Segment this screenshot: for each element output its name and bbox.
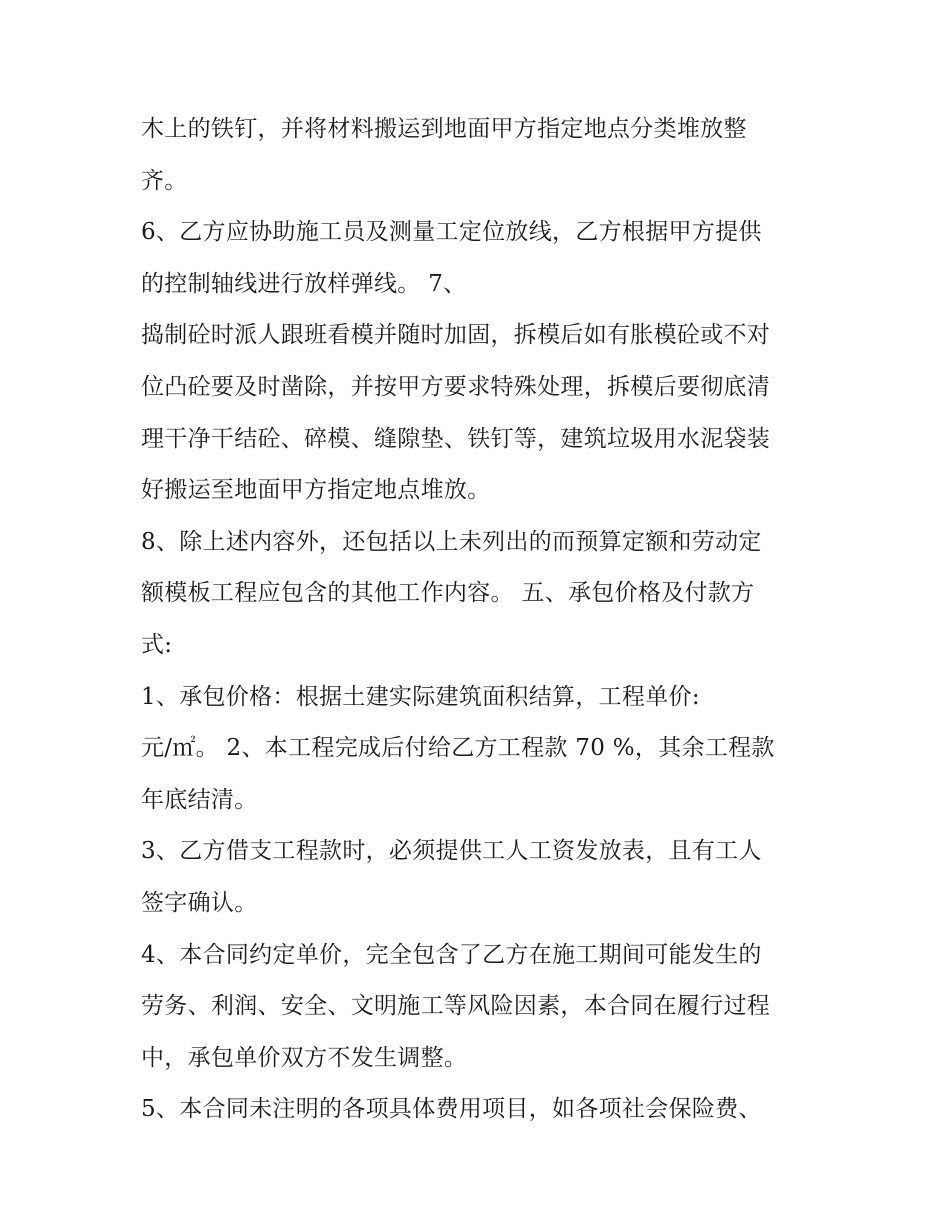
text-line-9: 8、除上述内容外，还包括以上未列出的而预算定额和劳动定 [141,528,762,555]
text-line-14: 年底结清。 [141,786,258,813]
text-line-10: 额模板工程应包含的其他工作内容。 五、承包价格及付款方 [141,580,755,607]
text-line-18: 劳务、利润、安全、文明施工等风险因素，本合同在履行过程 [141,993,771,1020]
text-line-4: 的控制轴线进行放样弹线。 7、 [141,270,467,297]
text-line-1: 木上的铁钉，并将材料搬运到地面甲方指定地点分类堆放整 [141,116,747,142]
text-line-20: 5、本合同未注明的各项具体费用项目，如各项社会保险费、 [141,1096,762,1123]
text-line-19: 中，承包单价双方不发生调整。 [141,1044,468,1071]
text-line-7: 理干净干结砼、碎模、缝隙垫、铁钉等，建筑垃圾用水泥袋装 [141,425,771,452]
text-line-15: 3、乙方借支工程款时，必须提供工人工资发放表，且有工人 [141,838,762,865]
text-line-12: 1、承包价格：根据土建实际建筑面积结算，工程单价: [141,683,700,710]
text-line-11: 式: [141,631,173,658]
text-line-6: 位凸砼要及时凿除，并按甲方要求特殊处理，拆模后要彻底清 [141,373,771,400]
text-line-2: 齐。 [141,167,188,194]
text-line-5: 捣制砼时派人跟班看模并随时加固，拆模后如有胀模砼或不对 [141,322,771,349]
text-line-16: 签字确认。 [141,889,258,916]
contract-text-body [141,104,831,1136]
text-line-3: 6、乙方应协助施工员及测量工定位放线，乙方根据甲方提供 [141,219,762,246]
text-line-13: 元/㎡。 2、本工程完成后付给乙方工程款 70 %，其余工程款 [141,735,775,762]
text-line-17: 4、本合同约定单价，完全包含了乙方在施工期间可能发生的 [141,941,762,968]
text-line-8: 好搬运至地面甲方指定地点堆放。 [141,477,491,504]
